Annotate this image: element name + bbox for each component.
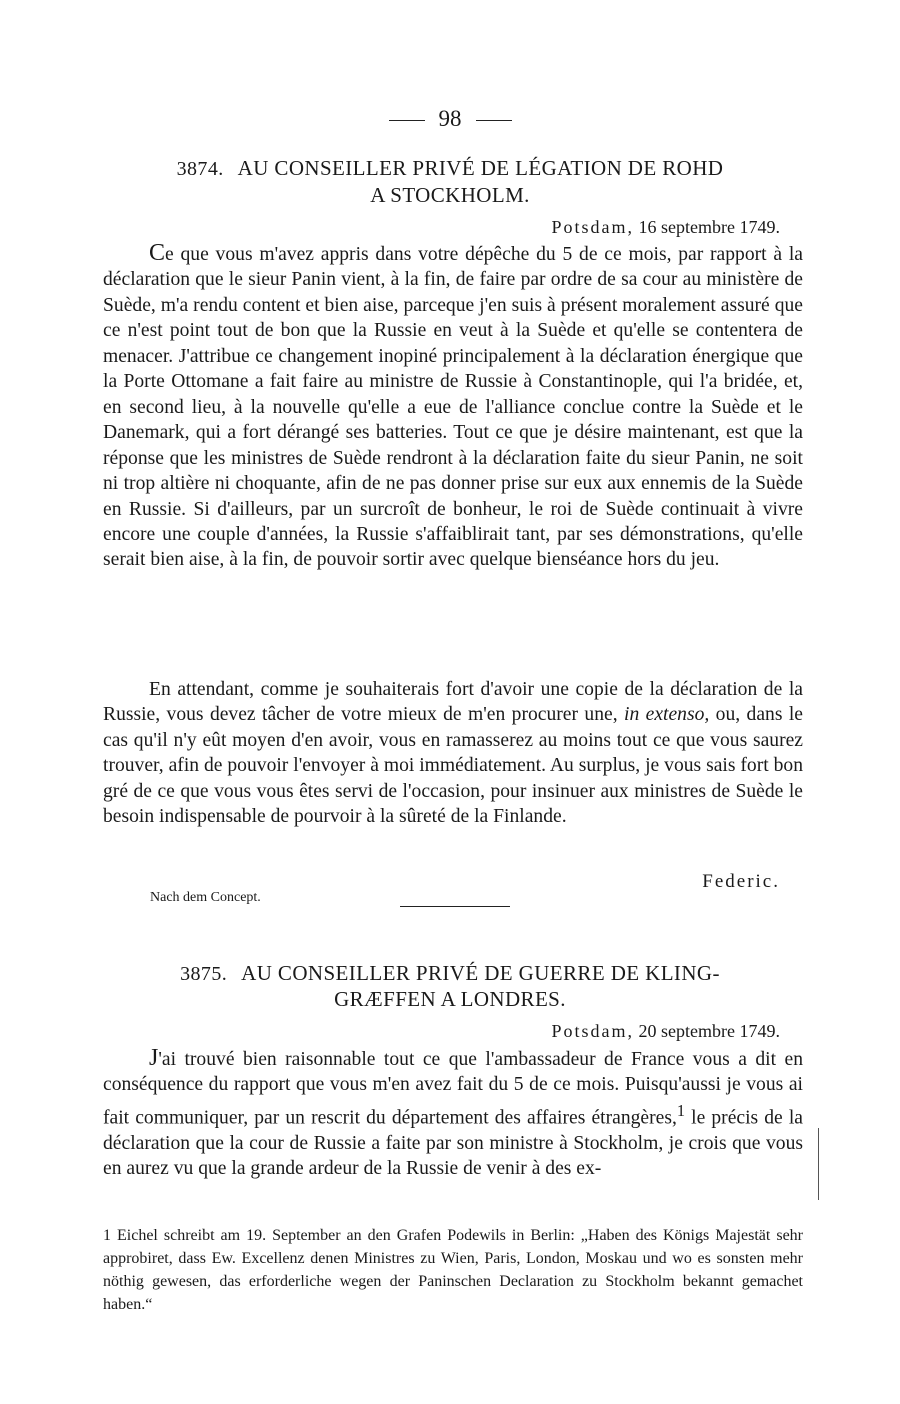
page-number-text: 98 [438,106,462,131]
letter-3875-heading-line1 [0,960,900,988]
letter-3874-heading-line2 [0,182,900,209]
letter-3875-heading-line2 [0,986,900,1013]
letter-3874-dropcap: C [149,240,166,266]
letter-3874-paragraph-2-before: En attendant, comme je souhaiterais fort d'avoir une copie de la déclaration de la Russie, vous devez tâcher de votre mieux de m'en procurer une, [103,679,803,726]
letter-3874-title-line2: A STOCKHOLM. [370,183,530,207]
letter-3874-paragraph-2-after: ou, dans le cas qu'il n'y eût moyen d'en avoir, vous en ramasserez au moins tout ce que vous saurez trouver, afin de pouvoir l'envoyer à moi immédiatement. Au surplus, je vous sais fort bon gré de ce que vous vous êtes servi de l'occasion, pour insinuer aux ministres de Suède le besoin indispensable de pourvoir à la sûreté de la Finlande. [103,704,803,828]
page-number [0,106,900,132]
margin-line-mark [818,1128,819,1200]
letter-3874-date: 16 septembre 1749. [634,217,780,237]
page-number-dash-left [389,120,425,121]
letter-3874-heading-line1 [0,155,900,183]
letter-3874-source-note: Nach dem Concept. [150,890,261,905]
page-number-dash-right [476,120,512,121]
letter-3874-number: 3874. [176,158,224,180]
letter-3874-dateline [552,217,780,238]
letter-3875-title-line2: GRÆFFEN A LONDRES. [334,987,566,1011]
footnote-marker: 1 [103,1227,111,1244]
letter-3875-dropcap: J [149,1045,159,1071]
letter-3874-paragraph-2 [103,677,803,830]
letter-3874-title-line1: AU CONSEILLER PRIVÉ DE LÉGATION DE ROHD [237,156,724,180]
letter-3875-number: 3875. [180,963,228,985]
footnote-reference: 1 [676,1100,686,1120]
letter-3875-paragraph-1-after: le précis de la déclaration que la cour de Russie a faite par son ministre à Stockholm, je crois que vous en aurez vu que la grande ardeur de la Russie de venir à des ex- [103,1107,803,1180]
footnote-text: Eichel schreibt am 19. September an den Grafen Podewils in Berlin: „Haben des Königs Majestät sehr approbiret, dass Ew. Excellenz denen Ministres zu Wien, Paris, London, Moskau und wo es sonsten mehr nöthig gewesen, das erforderliche wegen der Paninschen Declaration zu Stockholm bekannt gemachet haben.“ [103,1227,803,1313]
letter-3875-paragraph-1-before: 'ai trouvé bien raisonnable tout ce que l'ambassadeur de France vous a dit en conséquence du rapport que vous m'en avez fait du 5 de ce mois. Puisqu'aussi je vous ai fait communiquer, par un rescrit du département des affaires étrangères, [103,1049,803,1129]
letter-3875-date-place: Potsdam, [551,1021,635,1041]
letter-3875-title-line1: AU CONSEILLER PRIVÉ DE GUERRE DE KLING- [241,961,720,985]
letter-3875-dateline [552,1021,780,1042]
letter-3874-signature: Federic. [702,871,780,892]
letter-3874-paragraph-1 [103,241,803,573]
letter-3874-paragraph-2-italic: in extenso, [624,704,710,726]
letter-3875-date: 20 septembre 1749. [634,1021,780,1041]
letter-separator-rule [400,906,510,907]
letter-3875-paragraph-1 [103,1046,803,1182]
letter-3874-paragraph-1-text: e que vous m'avez appris dans votre dépêche du 5 de ce mois, par rapport à la déclaration que le sieur Panin vient, à la fin, de faire par ordre de sa cour au ministère de Suède, m'a rendu content et bien aise, parceque j'en suis à présent moralement assuré que ce n'est point tout de bon que la Russie en veut à la Suède et qu'elle se contentera de menacer. J'attribue ce changement inopiné principalement à la déclaration énergique que la Porte Ottomane a fait faire au ministre de Russie à Constantinople, qui l'a bridée, et, en second lieu, à la nouvelle qu'elle a eue de l'alliance conclue contre la Suède et le Danemark, qui a fort dérangé ses batteries. Tout ce que je désire maintenant, est que la réponse que les ministres de Suède rendront à la déclaration faite du sieur Panin, ne soit ni trop altière ni choquante, afin de ne pas donner prise sur eux aux ennemis de la Suède en Russie. Si d'ailleurs, par un surcroît de bonheur, le roi de Suède continuait à vivre encore une couple d'années, la Russie s'affaiblirait tant, par ses démonstrations, qu'elle serait bien aise, à la fin, de pouvoir sortir avec quelque bienséance hors du jeu. [103,244,803,571]
footnote [103,1224,803,1316]
letter-3874-date-place: Potsdam, [551,217,635,237]
